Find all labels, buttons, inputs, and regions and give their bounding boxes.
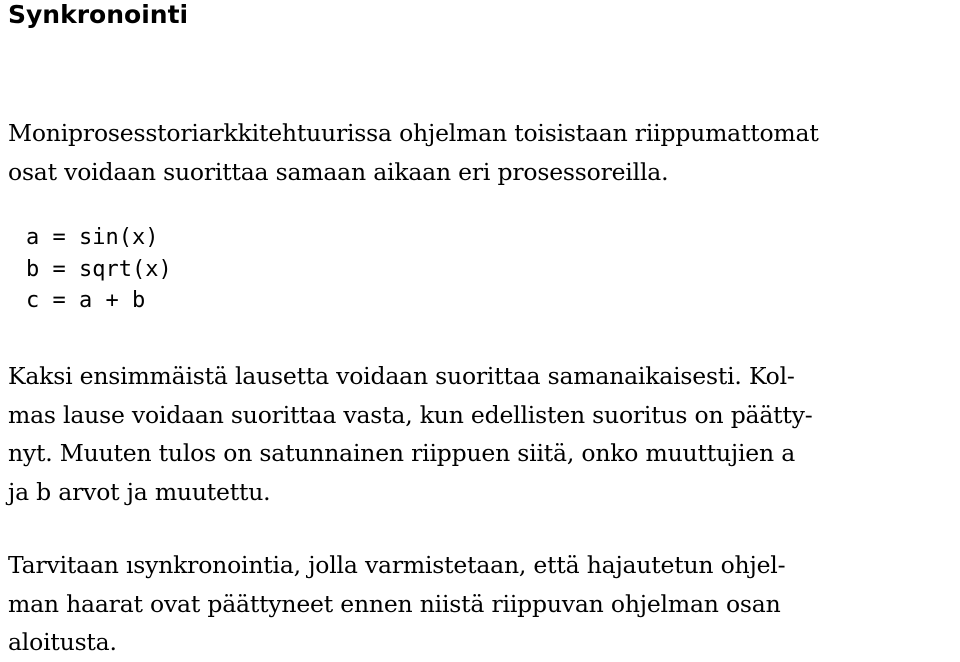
page-title: Synkronointi — [8, 0, 189, 29]
conclusion-line: man haarat ovat päättyneet ennen niistä riippuvan ohjelman osan — [8, 589, 781, 618]
explanation-line: ja b arvot ja muutettu. — [8, 478, 271, 507]
intro-line: osat voidaan suorittaa samaan aikaan eri prosessoreilla. — [8, 157, 669, 186]
code-block — [26, 222, 172, 317]
code-line: b = sqrt(x) — [26, 256, 172, 282]
explanation-line: nyt. Muuten tulos on satunnainen riippuen siitä, onko muuttujien a — [8, 439, 796, 468]
explanation-line: Kaksi ensimmäistä lausetta voidaan suorittaa samanaikaisesti. Kol- — [8, 362, 795, 390]
explanation-paragraph — [8, 357, 953, 512]
intro-paragraph — [8, 114, 953, 191]
conclusion-line: Tarvitaan ısynkronointia, jolla varmistetaan, että hajautetun ohjel- — [8, 551, 786, 579]
conclusion-paragraph — [8, 546, 953, 662]
conclusion-line: aloitusta. — [8, 628, 117, 657]
intro-line: Moniprosesstoriarkkitehtuurissa ohjelman toisistaan riippumattomat — [8, 119, 819, 147]
explanation-line: mas lause voidaan suorittaa vasta, kun edellisten suoritus on päätty- — [8, 400, 813, 429]
code-line: c = a + b — [26, 288, 146, 313]
code-line: a = sin(x) — [26, 225, 159, 250]
